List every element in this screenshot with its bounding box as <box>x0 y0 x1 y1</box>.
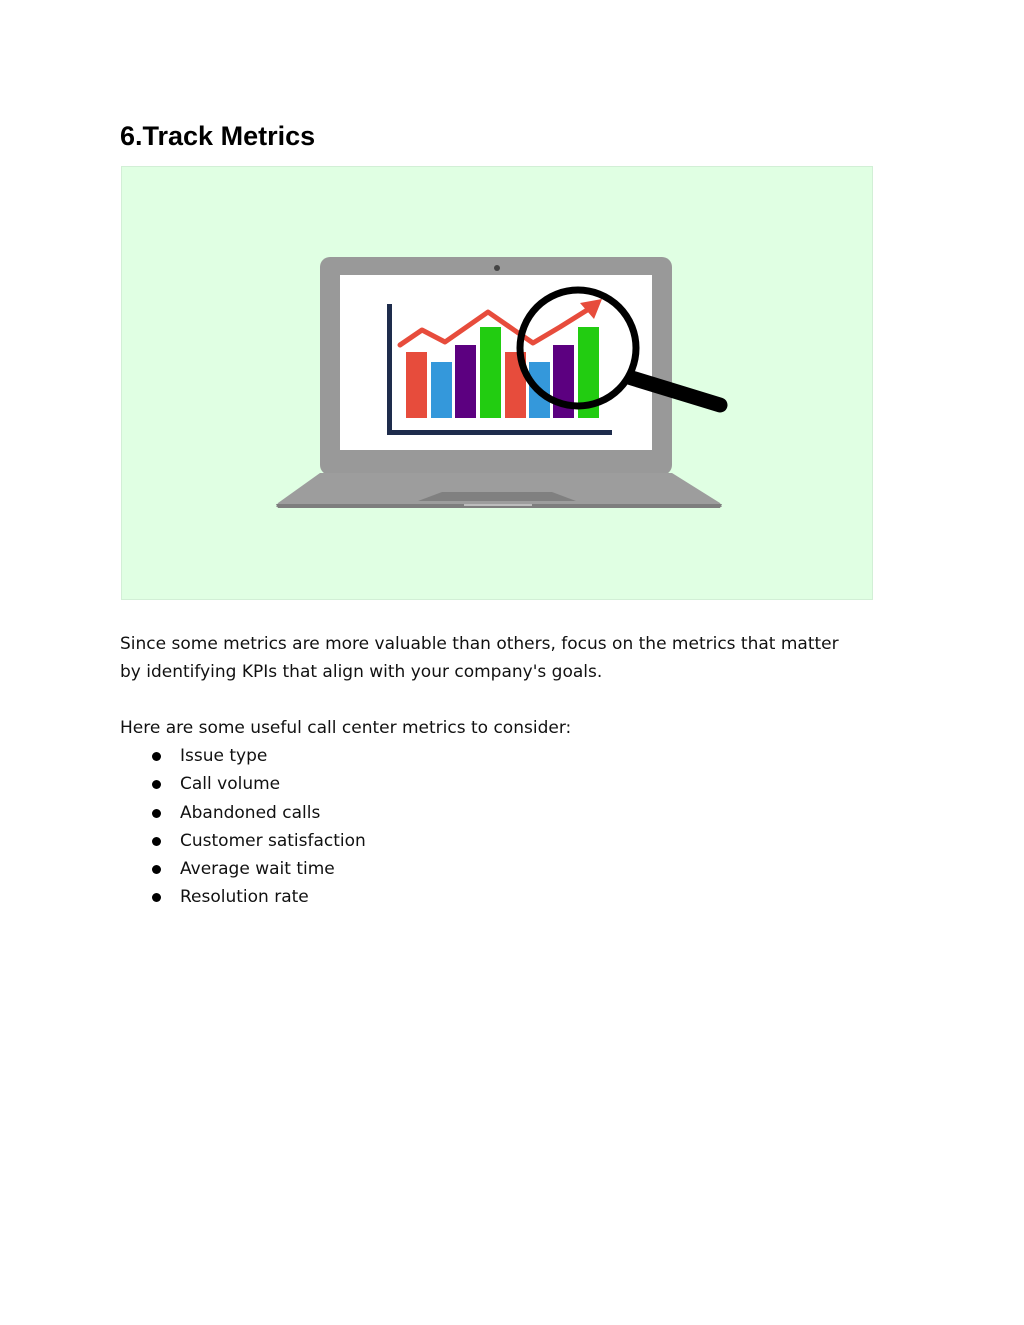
track-metrics-illustration <box>121 166 873 600</box>
list-item <box>120 827 366 855</box>
list-item <box>120 742 366 770</box>
list-item-label: Abandoned calls <box>180 802 321 823</box>
bullet-icon <box>152 893 161 902</box>
laptop-trackpad <box>418 492 576 501</box>
list-item-label: Issue type <box>180 746 268 766</box>
list-item <box>120 883 366 911</box>
list-item-label: Customer satisfaction <box>180 830 366 851</box>
chart-bar <box>480 327 501 418</box>
chart-bar <box>431 362 452 418</box>
list-item-label: Resolution rate <box>180 887 309 908</box>
list-item-label: Call volume <box>180 774 281 795</box>
list-item <box>120 799 366 827</box>
chart-y-axis <box>387 304 392 435</box>
bullet-icon <box>152 780 161 789</box>
chart-bar <box>455 345 476 418</box>
bullet-icon <box>152 809 161 818</box>
list-item <box>120 855 366 883</box>
bullet-icon <box>152 752 161 761</box>
metrics-list <box>120 742 366 912</box>
chart-x-axis <box>387 430 612 435</box>
list-item-label: Average wait time <box>180 859 335 880</box>
webcam-icon <box>494 265 500 271</box>
bullet-icon <box>152 865 161 874</box>
page-heading: 6.Track Metrics <box>120 121 316 151</box>
bullet-icon <box>152 837 161 846</box>
laptop-hinge-notch <box>464 504 532 506</box>
list-item <box>120 770 366 798</box>
chart-bar <box>406 352 427 418</box>
intro-paragraph: Since some metrics are more valuable than others, focus on the metrics that matter by identifying KPIs that align with your company's goals. <box>120 634 839 682</box>
laptop-base <box>276 473 722 507</box>
laptop-chart-magnifier-icon <box>122 167 874 601</box>
list-intro-paragraph: Here are some useful call center metrics to consider: <box>120 718 572 738</box>
